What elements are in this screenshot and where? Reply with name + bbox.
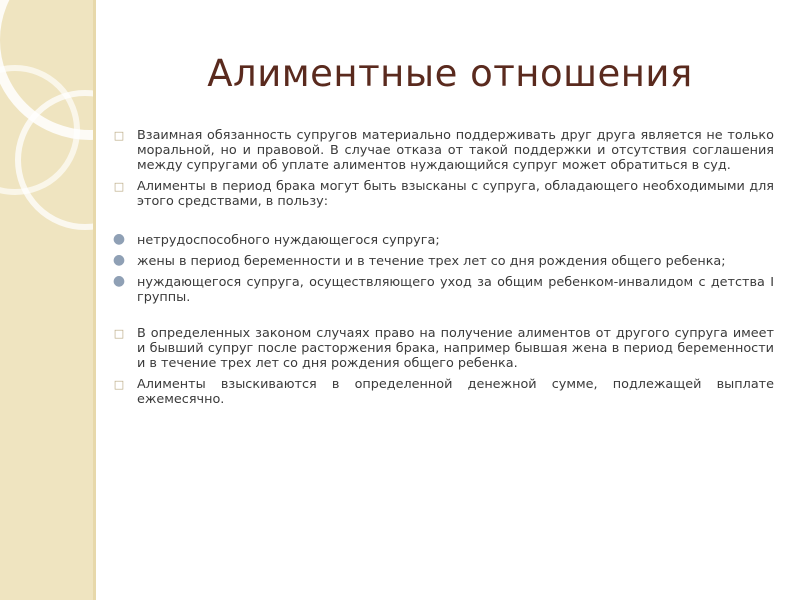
paragraph-text: Алименты в период брака могут быть взысканы с супруга, обладающего необходимыми для этого средствами, в пользу: bbox=[137, 179, 774, 209]
paragraph-text: Взаимная обязанность супругов материально поддерживать друг друга является не только моральной, но и правовой. В случае отказа от такой поддержки и отсутствия соглашения между супругами об уплате алиментов нуждающийся супруг может обратиться в суд. bbox=[137, 128, 774, 173]
sidebar-edge bbox=[93, 0, 96, 600]
paragraph-text: Алименты взыскиваются в определенной денежной сумме, подлежащей выплате ежемесячно. bbox=[137, 377, 774, 407]
dot-bullet-icon: ● bbox=[112, 273, 126, 289]
list-item bbox=[110, 254, 774, 269]
list-item bbox=[110, 233, 774, 248]
paragraph bbox=[110, 326, 774, 371]
slide-title: Алиментные отношения bbox=[207, 52, 693, 95]
paragraph bbox=[110, 179, 774, 209]
list-item-text: жены в период беременности и в течение трех лет со дня рождения общего ребенка; bbox=[137, 254, 726, 269]
paragraph bbox=[110, 377, 774, 407]
list-item-text: нуждающегося супруга, осуществляющего уход за общим ребенком-инвалидом с детства I группы. bbox=[137, 275, 774, 305]
square-bullet-icon: □ bbox=[113, 180, 125, 193]
square-bullet-icon: □ bbox=[113, 327, 125, 340]
slide-body bbox=[110, 128, 774, 413]
decorative-sidebar bbox=[0, 0, 93, 600]
paragraph-text: В определенных законом случаях право на получение алиментов от другого супруга имеет и бывший супруг после расторжения брака, например бывшая жена в период беременности и в течение трех лет со дня рождения общего ребенка. bbox=[137, 326, 774, 371]
dot-bullet-icon: ● bbox=[112, 252, 126, 268]
square-bullet-icon: □ bbox=[113, 129, 125, 142]
list-item-text: нетрудоспособного нуждающегося супруга; bbox=[137, 233, 440, 248]
paragraph bbox=[110, 128, 774, 173]
list-item bbox=[110, 275, 774, 305]
dot-bullet-icon: ● bbox=[112, 231, 126, 247]
square-bullet-icon: □ bbox=[113, 378, 125, 391]
